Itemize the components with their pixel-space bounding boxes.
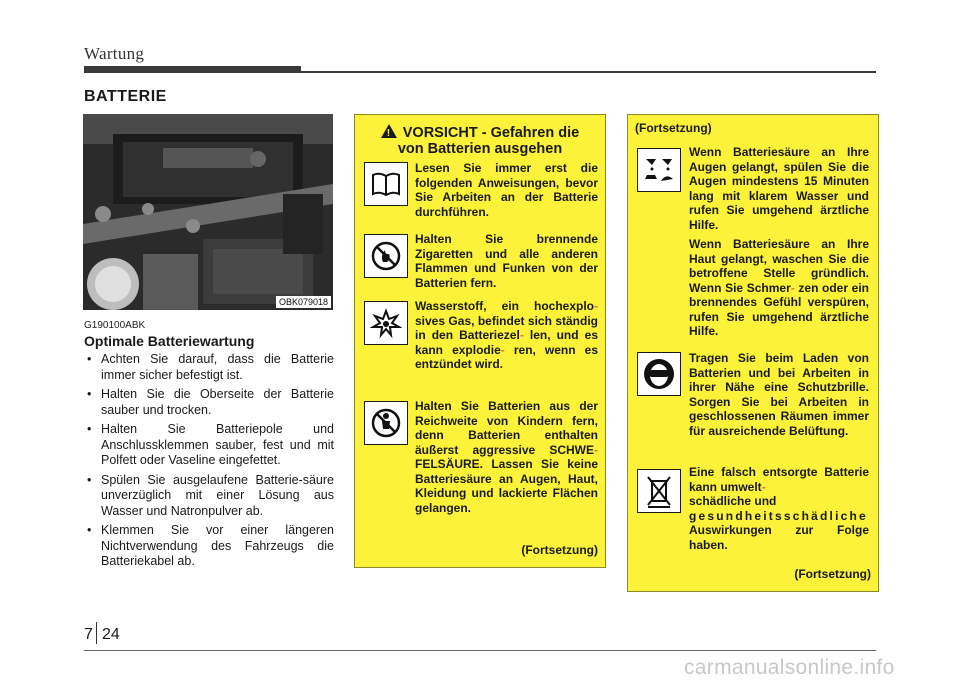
photo-caption: OBK079018 (276, 296, 331, 308)
footer-rule (84, 650, 876, 651)
caution-text-explosion: Wasserstoff, ein hochexplo- sives Gas, befindet sich ständig in den Batteriezel- len, und es kann explodie- ren, wenn es entzündet wird. (415, 299, 598, 371)
list-item: • Klemmen Sie vor einer längeren Nichtverwendung des Fahrzeugs die Batteriekabel ab. (84, 523, 334, 570)
continuation-box (627, 114, 879, 592)
watermark: carmanualsonline.info (684, 656, 895, 679)
goggles-text: Tragen Sie beim Laden von Batterien und bei Arbeiten in ihrer Nähe eine Schutzbrille. Sorgen Sie bei Arbeiten in geschlossenen Räumen immer für ausreichende Belüftung. (689, 351, 869, 438)
caution-text-read: Lesen Sie immer erst die folgenden Anweisungen, bevor Sie Arbeiten an der Batterie durchführen. (415, 161, 598, 219)
caution-text-children: Halten Sie Batterien aus der Reichweite von Kindern fern, denn Batterien enthalten äußerst aggressive SCHWE- FELSÄURE. Lassen Sie keine Batteriesäure an Augen, Haut, Kleidung und lackierte Flächen gelangen. (415, 399, 598, 515)
safety-goggles-icon (637, 352, 681, 396)
acid-eyes-text: Wenn Batteriesäure an Ihre Augen gelangt, spülen Sie die Augen mindestens 15 Minuten lang mit klarem Wasser und rufen Sie umgehend ärztliche Hilfe. (689, 145, 869, 232)
crossed-bin-icon (637, 469, 681, 513)
section-code: G190100ABK (84, 320, 146, 331)
page-title: BATTERIE (84, 88, 167, 105)
engine-bay-photo (83, 114, 333, 310)
subheading: Optimale Batteriewartung (84, 333, 255, 349)
keep-children-away-icon (364, 401, 408, 445)
chapter-number: 7 (84, 626, 93, 643)
section-header: Wartung (84, 44, 145, 63)
disposal-text: Eine falsch entsorgte Batterie kann umwelt- schädliche und gesundheitsschädliche Auswirkungen zur Folge haben. (689, 465, 869, 552)
explosion-icon (364, 301, 408, 345)
caution-text-fire: Halten Sie brennende Zigaretten und alle anderen Flammen und Funken von der Batterien fern. (415, 232, 598, 290)
header-bar (84, 66, 301, 73)
book-icon (364, 162, 408, 206)
battery-photo-image (83, 114, 333, 310)
page-number-divider (96, 622, 97, 644)
acid-corrosion-icon (637, 148, 681, 192)
warning-triangle-icon (381, 124, 397, 138)
caution-title: !VORSICHT - Gefahren die von Batterien ausgehen (355, 123, 605, 157)
list-item: • Halten Sie die Oberseite der Batterie sauber und trocken. (84, 387, 334, 418)
caution-box (354, 114, 606, 568)
maintenance-list (84, 352, 334, 574)
continued-label: (Fortsetzung) (794, 567, 871, 581)
list-item: • Achten Sie darauf, dass die Batterie immer sicher befestigt ist. (84, 352, 334, 383)
acid-skin-text: Wenn Batteriesäure an Ihre Haut gelangt, waschen Sie die betroffene Stelle gründlich. Wenn Sie Schmer- zen oder ein brennendes Gefühl verspüren, rufen Sie umgehend ärztliche Hilfe. (689, 237, 869, 338)
list-item: • Spülen Sie ausgelaufene Batterie-säure unverzüglich mit einer Lösung aus Wasser und Natronpulver ab. (84, 473, 334, 520)
continued-label: (Fortsetzung) (521, 543, 598, 557)
no-fire-icon (364, 234, 408, 278)
page-number: 24 (102, 626, 120, 643)
list-item: • Halten Sie Batteriepole und Anschlussklemmen sauber, fest und mit Polfett oder Vaseline eingefettet. (84, 422, 334, 469)
continuation-header: (Fortsetzung) (635, 121, 712, 135)
header-rule (301, 71, 876, 73)
